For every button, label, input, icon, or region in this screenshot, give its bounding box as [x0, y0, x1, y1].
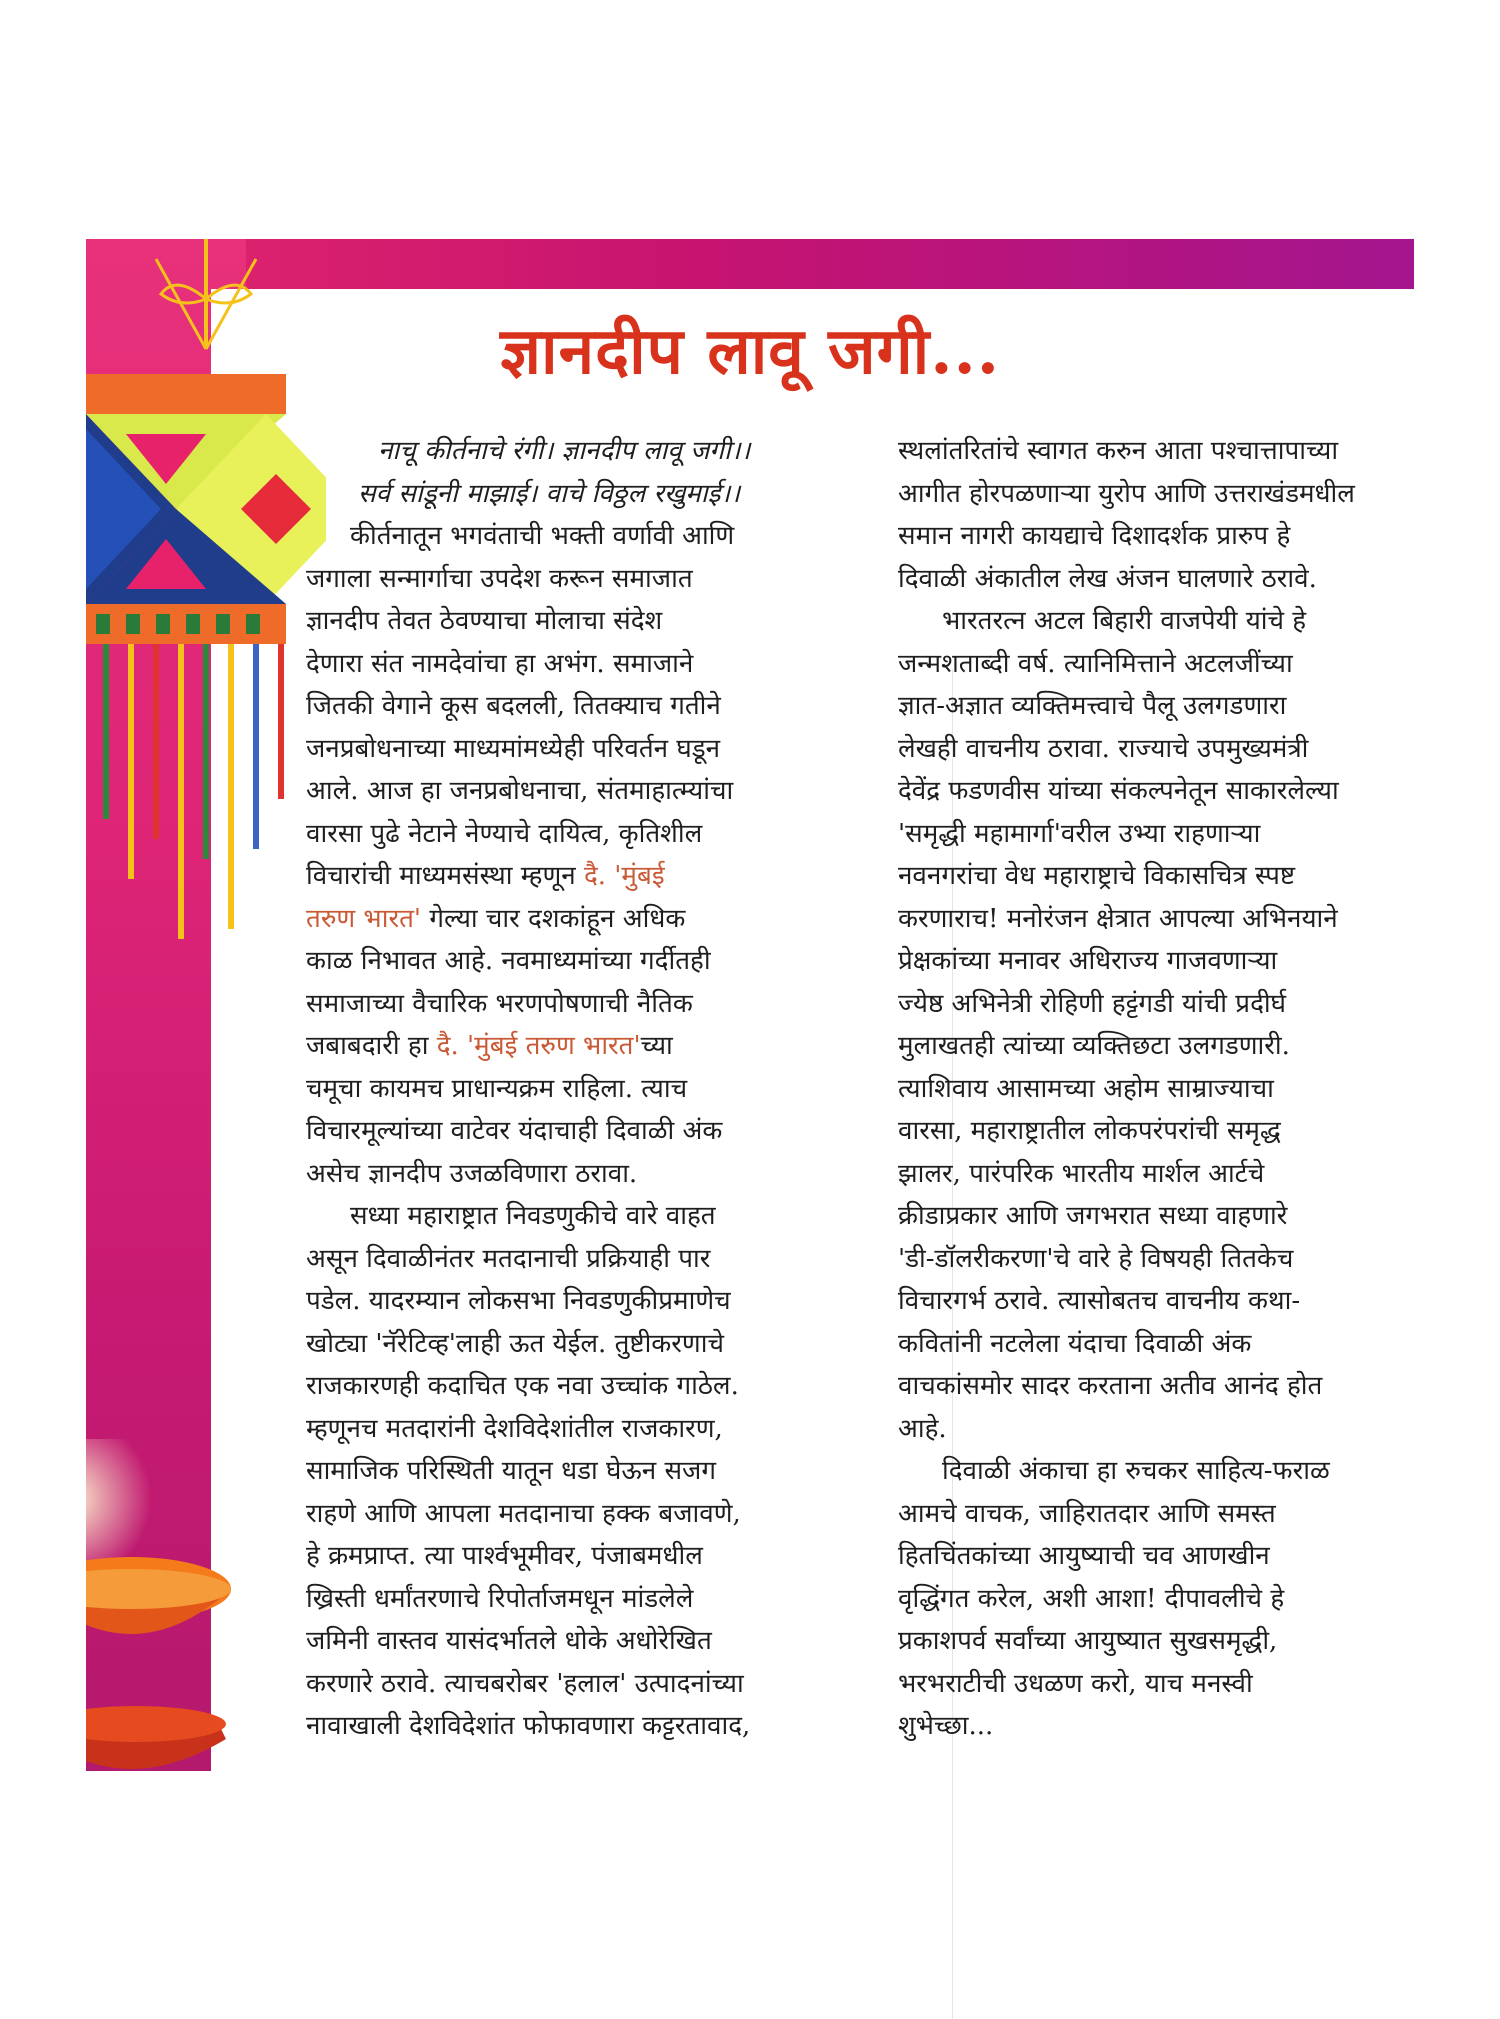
text-line: स्थलांतरितांचे स्वागत करुन आता पश्चात्तापाच्या	[898, 436, 1339, 466]
text-line: दिवाळी अंकातील लेख अंजन घालणारे ठरावे.	[898, 563, 1317, 594]
publication-name-highlight: दै. 'मुंबई	[583, 861, 665, 891]
text-line: वारसा पुढे नेटाने नेण्याचे दायित्व, कृतिशील	[306, 818, 703, 849]
text-line: करणाराच! मनोरंजन क्षेत्रात आपल्या अभिनयाने	[898, 903, 1338, 934]
text-line: करणारे ठरावे. त्याचबरोबर 'हलाल' उत्पादनांच्या	[306, 1668, 744, 1699]
text-line: कवितांनी नटलेला यंदाचा दिवाळी अंक	[898, 1328, 1252, 1359]
text-line: म्हणूनच मतदारांनी देशविदेशांतील राजकारण,	[306, 1413, 723, 1444]
text-line: जगाला सन्मार्गाचा उपदेश करून समाजात	[306, 563, 693, 594]
article-right-column	[898, 430, 1418, 1748]
text-line	[306, 1025, 841, 1068]
text-line: नावाखाली देशविदेशांत फोफावणारा कट्टरतावाद,	[306, 1711, 751, 1741]
text-line: झालर, पारंपरिक भारतीय मार्शल आर्टचे	[898, 1158, 1265, 1189]
text-line: आले. आज हा जनप्रबोधनाचा, संतमाहात्म्यांचा	[306, 776, 734, 806]
text-line: देवेंद्र फडणवीस यांच्या संकल्पनेतून साकारलेल्या	[898, 776, 1339, 806]
publication-name-highlight: तरुण भारत'	[306, 903, 422, 934]
text-line: हितचिंतकांच्या आयुष्याची चव आणखीन	[898, 1541, 1270, 1571]
verse-line: नाचू कीर्तनाचे रंगी। ज्ञानदीप लावू जगी।।	[378, 436, 751, 466]
text-line: जितकी वेगाने कूस बदलली, तितक्याच गतीने	[306, 691, 721, 721]
text-line: पडेल. यादरम्यान लोकसभा निवडणुकीप्रमाणेच	[306, 1286, 731, 1316]
text-line: जन्मशताब्दी वर्ष. त्यानिमित्ताने अटलजींच्या	[898, 648, 1293, 679]
text-line: 'डी-डॉलरीकरणा'चे वारे हे विषयही तितकेच	[898, 1243, 1294, 1274]
text-line: वारसा, महाराष्ट्रातील लोकपरंपरांची समृद्ध	[898, 1116, 1281, 1146]
text-line: समान नागरी कायद्याचे दिशादर्शक प्रारुप हे	[898, 521, 1291, 551]
diya-lamp-icon	[86, 1439, 286, 1771]
text-line: 'समृद्धी महामार्गा'वरील उभ्या राहणाऱ्या	[898, 818, 1261, 849]
text-line: त्याशिवाय आसामच्या अहोम साम्राज्याचा	[898, 1073, 1274, 1104]
text-line: क्रीडाप्रकार आणि जगभरात सध्या वाहणारे	[898, 1201, 1288, 1231]
text-line: सध्या महाराष्ट्रात निवडणुकीचे वारे वाहत	[350, 1201, 716, 1231]
text-segment: च्या	[640, 1031, 673, 1061]
verse-line: सर्व सांडूनी माझाई। वाचे विठ्ठल रखुमाई।।	[358, 478, 741, 509]
text-line: जनप्रबोधनाच्या माध्यमांमध्येही परिवर्तन घडून	[306, 733, 721, 764]
text-line: समाजाच्या वैचारिक भरणपोषणाची नैतिक	[306, 988, 693, 1019]
text-line: आहे.	[898, 1413, 947, 1444]
text-line: ज्ञात-अज्ञात व्यक्तिमत्त्वाचे पैलू उलगडणारा	[898, 691, 1287, 721]
text-line: प्रकाशपर्व सर्वांच्या आयुष्यात सुखसमृद्धी,	[898, 1626, 1278, 1656]
text-line: दिवाळी अंकाचा हा रुचकर साहित्य-फराळ	[942, 1456, 1330, 1486]
text-line: चमूचा कायमच प्राधान्यक्रम राहिला. त्याच	[306, 1073, 688, 1104]
text-line: कीर्तनातून भगवंताची भक्ती वर्णावी आणि	[350, 521, 735, 551]
text-line: सामाजिक परिस्थिती यातून धडा घेऊन सजग	[306, 1456, 716, 1486]
text-line: हे क्रमप्राप्त. त्या पार्श्वभूमीवर, पंजाबमधील	[306, 1541, 703, 1571]
text-line: ज्ञानदीप तेवत ठेवण्याचा मोलाचा संदेश	[306, 606, 663, 636]
text-line: शुभेच्छा...	[898, 1711, 994, 1741]
text-line: असेच ज्ञानदीप उजळविणारा ठरावा.	[306, 1158, 638, 1189]
text-line: देणारा संत नामदेवांचा हा अभंग. समाजाने	[306, 648, 694, 679]
text-line: जमिनी वास्तव यासंदर्भातले धोके अधोरेखित	[306, 1626, 712, 1656]
text-line: राहणे आणि आपला मतदानाचा हक्क बजावणे,	[306, 1498, 741, 1529]
text-segment: गेल्या चार दशकांहून अधिक	[429, 903, 686, 934]
text-line: राजकारणही कदाचित एक नवा उच्चांक गाठेल.	[306, 1371, 739, 1401]
text-line	[306, 898, 841, 941]
article-left-column	[306, 430, 841, 1748]
text-line: लेखही वाचनीय ठरावा. राज्याचे उपमुख्यमंत्री	[898, 733, 1309, 764]
text-line: आगीत होरपळणाऱ्या युरोप आणि उत्तराखंडमधील	[898, 478, 1355, 509]
text-line: असून दिवाळीनंतर मतदानाची प्रक्रियाही पार	[306, 1243, 711, 1274]
text-line: प्रेक्षकांच्या मनावर अधिराज्य गाजवणाऱ्या	[898, 946, 1278, 976]
text-line: विचारमूल्यांच्या वाटेवर यंदाचाही दिवाळी अंक	[306, 1116, 723, 1146]
text-segment: विचारांची माध्यमसंस्था म्हणून	[306, 861, 576, 891]
text-line: वृद्धिंगत करेल, अशी आशा! दीपावलीचे हे	[898, 1583, 1285, 1614]
text-line: नवनगरांचा वेध महाराष्ट्राचे विकासचित्र स्पष्ट	[898, 861, 1296, 891]
article-title: ज्ञानदीप लावू जगी...	[500, 314, 1001, 389]
text-line: विचारगर्भ ठरावे. त्यासोबतच वाचनीय कथा-	[898, 1286, 1301, 1316]
text-line: मुलाखतही त्यांच्या व्यक्तिछटा उलगडणारी.	[898, 1031, 1290, 1061]
text-line: आमचे वाचक, जाहिरातदार आणि समस्त	[898, 1498, 1276, 1529]
text-line: ख्रिस्ती धर्मांतरणाचे रिपोर्ताजमधून मांडलेले	[306, 1583, 694, 1614]
text-line: खोट्या 'नॅरेटिव्ह'लाही ऊत येईल. तुष्टीकरणाचे	[306, 1328, 724, 1359]
text-line: काळ निभावत आहे. नवमाध्यमांच्या गर्दीतही	[306, 946, 711, 976]
text-segment: जबाबदारी हा	[306, 1031, 429, 1061]
lantern-icon	[86, 239, 326, 959]
text-line	[306, 855, 841, 898]
text-line: ज्येष्ठ अभिनेत्री रोहिणी हट्टंगडी यांची प्रदीर्घ	[898, 988, 1286, 1019]
publication-name-highlight: दै. 'मुंबई तरुण भारत'	[436, 1031, 641, 1061]
text-line: भरभराटीची उधळण करो, याच मनस्वी	[898, 1668, 1253, 1699]
text-line: भारतरत्न अटल बिहारी वाजपेयी यांचे हे	[942, 606, 1307, 636]
text-line: वाचकांसमोर सादर करताना अतीव आनंद होत	[898, 1371, 1323, 1401]
